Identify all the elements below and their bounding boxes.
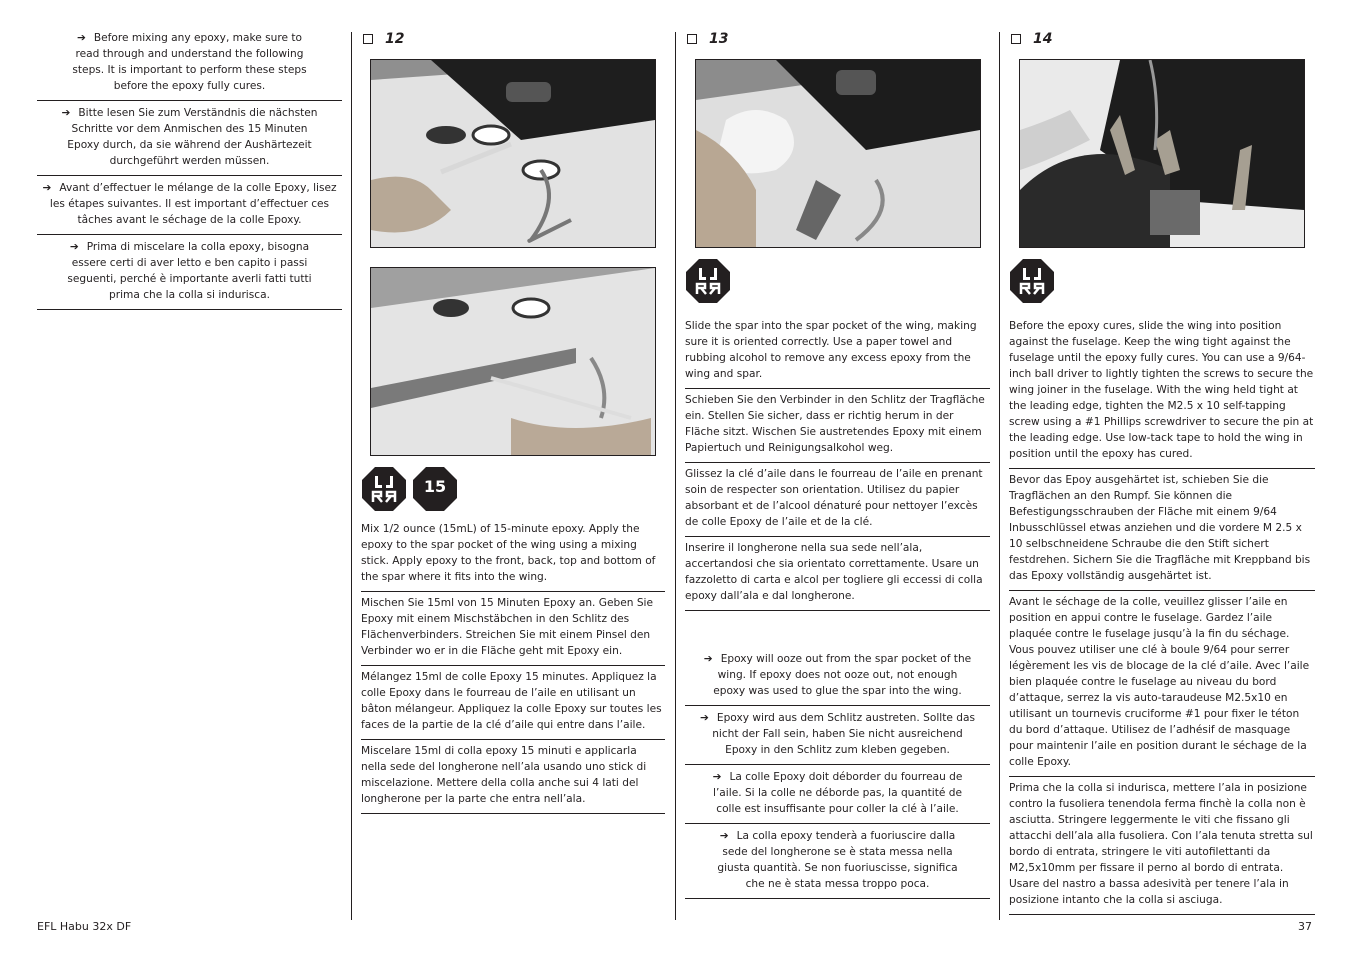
page-number: 37	[1298, 920, 1312, 933]
column-divider	[675, 32, 676, 920]
checkbox-icon	[1011, 34, 1021, 44]
step-14-text	[1009, 315, 1315, 915]
step-14-column	[1009, 30, 1315, 915]
epoxy-icon	[685, 258, 731, 304]
step-13-header	[685, 30, 990, 48]
minutes-badge	[412, 466, 458, 512]
note-italian	[37, 234, 342, 309]
note-french	[37, 175, 342, 234]
step-13-column	[685, 30, 990, 899]
paragraph-italian: Prima che la colla si indurisca, mettere l’ala in posizione contro la fusoliera tenendola ferma finchè la colla non è asciutta. Stringere leggermente le viti che fissano gli attacchi dell’ala alla fusoliera. Con l’ala tenuta stretta sul bordo di entrata, stringere le viti autofilettanti da M2,5x10mm per fissare il perno al bordo di entrata. Usare del nastro a bassa adesività per tenere l’ala in posizione intanto che la colla si asciuga.	[1009, 776, 1315, 914]
note-english	[37, 30, 342, 100]
paragraph-italian: Miscelare 15ml di colla epoxy 15 minuti e applicarla nella sede del longherone nell’ala usando uno stick di miscelazione. Mettere della colla anche sui 4 lati del longherone per la parte che entra nell’ala.	[361, 739, 665, 813]
step-13-photo	[695, 59, 981, 248]
paragraph-french: Mélangez 15ml de colle Epoxy 15 minutes. Appliquez la colle Epoxy dans le fourreau de l’aile en utilisant un bâton mélangeur. Appliquez la colle Epoxy sur toutes les faces de la partie de la clé d’aile qui entre dans l’aile.	[361, 665, 665, 739]
note-text: Avant d’effectuer le mélange de la colle Epoxy, lisez les étapes suivantes. Il est important d’effectuer ces tâches avant le séchage de la colle Epoxy.	[49, 182, 337, 226]
checkbox-icon	[687, 34, 697, 44]
note-text: La colle Epoxy doit déborder du fourreau de l’aile. Si la colle ne déborde pas, la quantité de colle est insuffisante pour coller la clé à l’aile.	[713, 771, 963, 815]
paragraph-german: Bevor das Epoy ausgehärtet ist, schieben Sie die Tragflächen an den Rumpf. Sie können die Befestigungsschrauben der Fläche mit einem 9/64 Inbusschlüssel etwas anziehen und die vordere M 2.5 x 10 selbschneidene Schraube die den Stift sichert festdrehen. Sichern Sie die Tragfläche mit Kreppband bis das Epoxy vollständig ausgehärtet ist.	[1009, 468, 1315, 590]
note-text: Epoxy wird aus dem Schlitz austreten. Sollte das nicht der Fall sein, haben Sie nicht ausreichend Epoxy in den Schlitz zum kleben gegeben.	[712, 712, 975, 756]
divider	[361, 813, 665, 814]
paragraph-english: Mix 1/2 ounce (15mL) of 15-minute epoxy. Apply the epoxy to the spar pocket of the wing using a mixing stick. Apply epoxy to the front, back, top and bottom of the spar where it fits into the wing.	[361, 523, 656, 583]
paragraph-french: Avant le séchage de la colle, veuillez glisser l’aile en position en appui contre le fuselage. Gardez l’aile plaquée contre le fuselage jusqu’à la fin du séchage. Vous pouvez utiliser une clé à boule 9/64 pour serrer légèrement les vis de blocage de la clé d’aile. Avec l’aile bien plaquée contre le fuselage au niveau du bord d’attaque, serrez la vis auto-taraudeuse M2.5x10 en utilisant un tournevis cruciforme #1 pour fixer le téton du bord d’attaque. Utilisez de l’adhésif de masquage pour maintenir l’aile en position durant le séchage de la colle Epoxy.	[1009, 590, 1315, 776]
divider	[37, 309, 342, 310]
step-number: 14	[1033, 31, 1053, 47]
note-italian	[685, 823, 990, 898]
note-text: Prima di miscelare la colla epoxy, bisogna essere certi di aver letto e ben capito i passi seguenti, perché è importante averli fatti tutti prima che la colla si indurisca.	[67, 241, 312, 301]
spar-cleanup-photo	[696, 60, 980, 247]
step-14-photo	[1019, 59, 1305, 248]
step-13-notes	[685, 651, 990, 899]
arrow-icon: ➔	[76, 32, 86, 44]
note-text: Epoxy will ooze out from the spar pocket of the wing. If epoxy does not ooze out, not enough epoxy was used to glue the spar into the wing.	[713, 653, 972, 697]
minutes-badge-label: 15	[423, 477, 447, 496]
note-text: Before mixing any epoxy, make sure to read through and understand the following steps. It is important to perform these steps before the epoxy fully cures.	[72, 32, 307, 92]
step-12-photo-1	[370, 59, 656, 248]
step-number: 12	[385, 31, 405, 47]
epoxy-icon	[361, 466, 407, 512]
divider	[685, 898, 990, 899]
step-13-text	[685, 315, 990, 611]
step-12-photo-2	[370, 267, 656, 456]
epoxy-icon	[1009, 258, 1055, 304]
step-12-column	[361, 30, 666, 814]
arrow-icon: ➔	[61, 107, 71, 119]
wing-spar-pocket-photo	[371, 60, 655, 247]
notes-column	[37, 30, 342, 310]
step-14-badges	[1009, 258, 1315, 309]
arrow-icon: ➔	[719, 830, 729, 842]
step-14-header	[1009, 30, 1315, 48]
step-12-badges	[361, 466, 666, 512]
paragraph-french: Glissez la clé d’aile dans le fourreau de l’aile en prenant soin de respecter son orientation. Utilisez du papier absorbant et de l’alcool dénaturé pour nettoyer l’excès de colle Epoxy de l’aile et de la clé.	[685, 462, 990, 536]
divider	[1009, 914, 1315, 915]
note-german	[37, 100, 342, 175]
arrow-icon: ➔	[42, 182, 52, 194]
note-german	[685, 705, 990, 764]
paragraph-german: Schieben Sie den Verbinder in den Schlitz der Tragfläche ein. Stellen Sie sicher, dass er richtig herum in der Fläche sitzt. Wischen Sie austretendes Epoxy mit einem Papiertuch und Reinigungsalkohol weg.	[685, 388, 990, 462]
note-text: La colla epoxy tenderà a fuoriuscire dalla sede del longherone se è stata messa nella giusta quantità. Se non fuoriuscisse, significa che ne è stata messa troppo poca.	[717, 830, 958, 890]
step-13-badges	[685, 258, 990, 309]
arrow-icon: ➔	[700, 712, 709, 724]
checkbox-icon	[363, 34, 373, 44]
arrow-icon: ➔	[712, 771, 722, 783]
column-divider	[351, 32, 352, 920]
epoxy-spar-photo	[371, 268, 655, 455]
paragraph-english: Before the epoxy cures, slide the wing into position against the fuselage. Keep the wing tight against the fuselage until the epoxy fully cures. You can use a 9/64-inch ball driver to lightly tighten the screws to secure the wing joiner in the fuselage. With the wing held tight at the leading edge, tighten the M2.5 x 10 self-tapping screw using a #1 Phillips screwdriver to secure the pin at the leading edge. Use low-tack tape to hold the wing in position until the epoxy has cured.	[1009, 320, 1314, 460]
arrow-icon: ➔	[703, 653, 713, 665]
wing-fuselage-photo	[1020, 60, 1304, 247]
footer-product-name: EFL Habu 32x DF	[37, 920, 132, 933]
step-12-text	[361, 518, 665, 814]
step-number: 13	[709, 31, 729, 47]
column-divider	[999, 32, 1000, 920]
note-text: Bitte lesen Sie zum Verständnis die nächsten Schritte vor dem Anmischen des 15 Minuten Epoxy durch, da sie während der Aushärtezeit durchgeführt werden müssen.	[67, 107, 318, 167]
note-english	[685, 651, 990, 705]
paragraph-german: Mischen Sie 15ml von 15 Minuten Epoxy an. Geben Sie Epoxy mit einem Mischstäbchen in den Schlitz des Flächenverbinders. Streichen Sie mit einem Pinsel den Verbinder wo er in die Fläche geht mit Epoxy ein.	[361, 591, 665, 665]
arrow-icon: ➔	[69, 241, 79, 253]
divider	[685, 610, 990, 611]
note-french	[685, 764, 990, 823]
paragraph-italian: Inserire il longherone nella sua sede nell’ala, accertandosi che sia orientato correttamente. Usare un fazzoletto di carta e alcol per togliere gli eccessi di colla epoxy dall’ala e dal longherone.	[685, 536, 990, 610]
paragraph-english: Slide the spar into the spar pocket of the wing, making sure it is oriented correctly. Use a paper towel and rubbing alcohol to remove any excess epoxy from the wing and spar.	[685, 320, 977, 380]
step-12-header	[361, 30, 666, 48]
